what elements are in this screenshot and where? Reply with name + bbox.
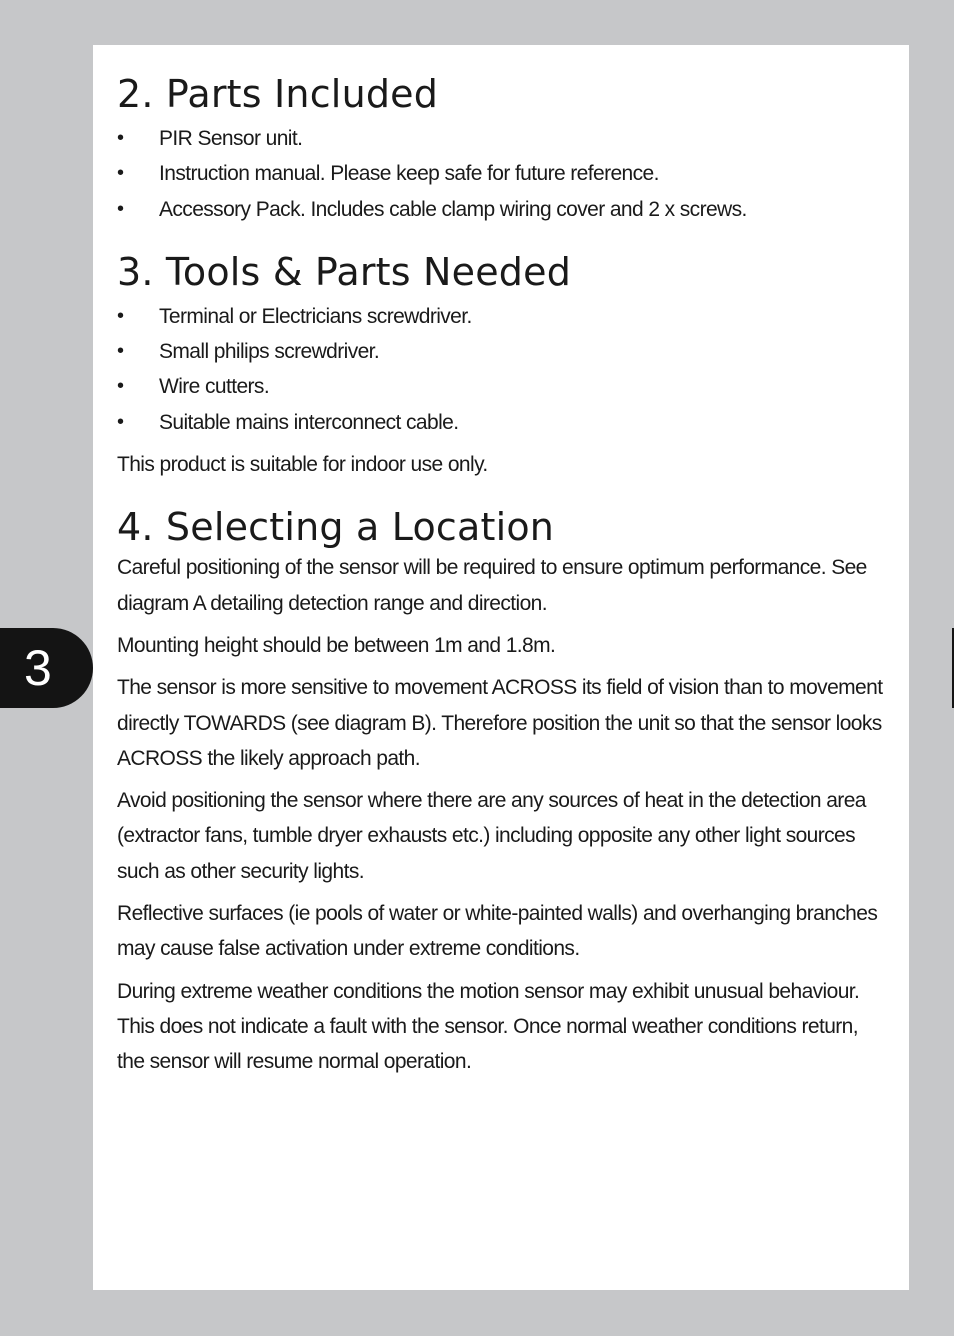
- bullet-icon: •: [117, 375, 124, 398]
- paragraph: Mounting height should be between 1m and 1.8m.: [117, 633, 556, 657]
- bullet-icon: •: [117, 162, 124, 185]
- manual-page: [93, 45, 909, 1290]
- bullet-icon: •: [117, 197, 124, 220]
- heading-parts-included: 2. Parts Included: [117, 72, 439, 116]
- tools-needed-list: [117, 299, 887, 440]
- page-number: 3: [24, 640, 52, 696]
- paragraph: Reflective surfaces (ie pools of water or white-painted walls) and overhanging branches may cause false activation under extreme conditions.: [117, 902, 878, 961]
- list-item: • Instruction manual. Please keep safe for future reference.: [117, 156, 887, 191]
- list-item: • Suitable mains interconnect cable.: [117, 405, 887, 440]
- list-item: • Small philips screwdriver.: [117, 334, 887, 369]
- list-item: • Accessory Pack. Includes cable clamp wiring cover and 2 x screws.: [117, 192, 887, 227]
- bullet-icon: •: [117, 340, 124, 363]
- page-content: [117, 71, 887, 1080]
- list-item: • PIR Sensor unit.: [117, 121, 887, 156]
- paragraph: The sensor is more sensitive to movement ACROSS its field of vision than to movement directly TOWARDS (see diagram B). Therefore position the unit so that the sensor looks ACROSS the likely approach path.: [117, 676, 883, 770]
- heading-tools-needed: 3. Tools & Parts Needed: [117, 249, 572, 294]
- list-item: • Wire cutters.: [117, 369, 887, 404]
- parts-included-list: [117, 121, 887, 227]
- bullet-icon: •: [117, 304, 124, 327]
- page-number-tab: [0, 628, 93, 708]
- paragraph: Careful positioning of the sensor will be required to ensure optimum performance. See diagram A detailing detection range and direction.: [117, 556, 867, 615]
- list-item: • Terminal or Electricians screwdriver.: [117, 299, 887, 334]
- bullet-icon: •: [117, 127, 124, 149]
- paragraph: During extreme weather conditions the motion sensor may exhibit unusual behaviour. This does not indicate a fault with the sensor. Once normal weather conditions return, the sensor will resume normal operation.: [117, 979, 860, 1074]
- paragraph: Avoid positioning the sensor where there are any sources of heat in the detection area (extractor fans, tumble dryer exhausts etc.) including opposite any other light sources such as other security lights.: [117, 789, 866, 883]
- indoor-use-note: This product is suitable for indoor use only.: [117, 453, 488, 477]
- heading-selecting-location: 4. Selecting a Location: [117, 505, 555, 550]
- bullet-icon: •: [117, 410, 124, 433]
